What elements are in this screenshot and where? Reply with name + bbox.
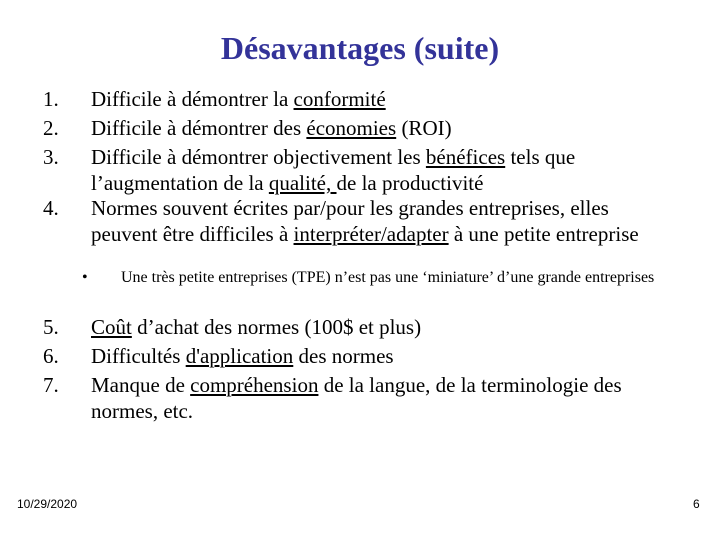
- item-text-part: Normes souvent écrites par/pour les grandes entreprises, elles peuvent être difficiles à: [91, 196, 609, 246]
- item-link[interactable]: qualité,: [268, 171, 337, 195]
- item-text-part: des normes: [293, 344, 394, 368]
- item-number: 5.: [43, 315, 59, 339]
- item-number: 7.: [43, 373, 59, 397]
- item-text-part: de la productivité: [336, 171, 484, 195]
- item-text: [91, 195, 666, 247]
- item-number: 2.: [43, 116, 59, 140]
- item-link[interactable]: économies: [306, 116, 397, 140]
- item-link[interactable]: Coût: [91, 315, 132, 339]
- item-number: 6.: [43, 344, 59, 368]
- item-text-part: à une petite entreprise: [448, 222, 639, 246]
- item-link[interactable]: conformité: [293, 87, 386, 111]
- item-text: [91, 314, 666, 340]
- sub-bullet-text: Une très petite entreprises (TPE) n’est pas une ‘miniature’ d’une grande entreprises: [121, 269, 655, 286]
- item-text-part: tels que l’augmentation de la: [91, 145, 576, 195]
- item-text: [91, 372, 666, 424]
- item-link[interactable]: interpréter/adapter: [293, 222, 449, 246]
- item-text-part: (ROI): [396, 116, 452, 140]
- item-text: [91, 86, 666, 112]
- item-text: [91, 115, 666, 141]
- item-text-part: Difficile à démontrer la: [91, 87, 294, 111]
- item-text-part: de la langue, de la terminologie des normes, etc.: [91, 373, 622, 423]
- item-text-part: Difficile à démontrer des: [91, 116, 307, 140]
- footer-page-number: 6: [693, 497, 700, 511]
- item-link[interactable]: compréhension: [190, 373, 319, 397]
- item-text-part: d’achat des normes (100$ et plus): [131, 315, 422, 339]
- slide-title: Désavantages (suite): [220, 30, 500, 66]
- item-text: [91, 343, 666, 369]
- bullet-icon: •: [82, 269, 88, 286]
- item-text: [91, 144, 666, 196]
- item-link[interactable]: d'application: [185, 344, 294, 368]
- item-number: 4.: [43, 196, 59, 220]
- footer-date: 10/29/2020: [17, 497, 78, 511]
- item-text-part: Difficile à démontrer objectivement les: [91, 145, 426, 169]
- item-number: 1.: [43, 87, 59, 111]
- item-text-part: Difficultés: [91, 344, 186, 368]
- item-link[interactable]: bénéfices: [425, 145, 506, 169]
- item-text-part: Manque de: [91, 373, 191, 397]
- item-number: 3.: [43, 145, 59, 169]
